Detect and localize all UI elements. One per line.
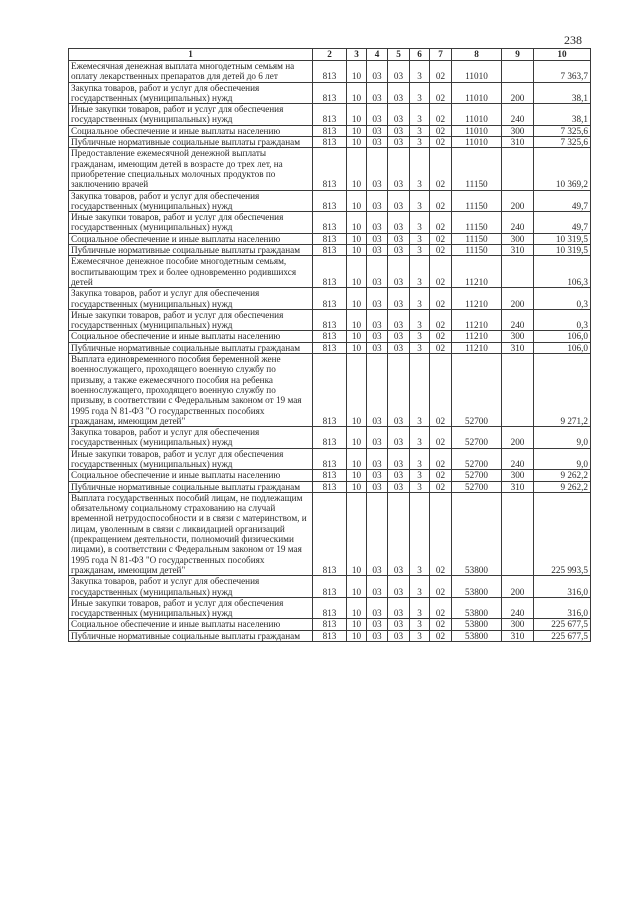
section-code: 10: [347, 492, 367, 575]
direction-code: 11210: [452, 309, 502, 331]
section-code: 10: [347, 256, 367, 288]
section-code: 10: [347, 245, 367, 256]
main-event-code: 02: [430, 630, 452, 641]
program-code: 03: [388, 148, 410, 190]
grbs-code: 813: [313, 481, 347, 492]
row-amount: 106,0: [534, 331, 591, 342]
direction-code: 11150: [452, 190, 502, 212]
section-code: 10: [347, 448, 367, 470]
section-code: 10: [347, 104, 367, 126]
row-amount: 9 262,2: [534, 481, 591, 492]
section-code: 10: [347, 212, 367, 234]
subprogram-code: 3: [410, 331, 430, 342]
expense-type-code: 310: [502, 481, 534, 492]
program-code: 03: [388, 427, 410, 449]
program-code: 03: [388, 492, 410, 575]
row-name: Публичные нормативные социальные выплаты гражданам: [69, 245, 313, 256]
row-amount: 106,3: [534, 256, 591, 288]
direction-code: 11010: [452, 137, 502, 148]
expense-type-code: 310: [502, 630, 534, 641]
program-code: 03: [388, 597, 410, 619]
header-cell: 6: [410, 49, 430, 61]
grbs-code: 813: [313, 576, 347, 598]
program-code: 03: [388, 331, 410, 342]
subsection-code: 03: [367, 82, 388, 104]
header-cell: 8: [452, 49, 502, 61]
program-code: 03: [388, 245, 410, 256]
subprogram-code: 3: [410, 576, 430, 598]
header-cell: 10: [534, 49, 591, 61]
row-name: Выплата единовременного пособия беременной жене военнослужащего, проходящего военную службу по призыву, а также ежемесячного пособия на ребенка военнослужащего, проходящего военную службу по призыву, в соответствии с Федеральным законом от 19 мая 1995 года N 81-ФЗ "О государственных пособиях гражданам, имеющим детей": [69, 354, 313, 427]
main-event-code: 02: [430, 82, 452, 104]
subprogram-code: 3: [410, 61, 430, 83]
subsection-code: 03: [367, 481, 388, 492]
direction-code: 11010: [452, 61, 502, 83]
row-amount: 38,1: [534, 82, 591, 104]
main-event-code: 02: [430, 212, 452, 234]
direction-code: 11210: [452, 331, 502, 342]
main-event-code: 02: [430, 597, 452, 619]
subsection-code: 03: [367, 125, 388, 136]
grbs-code: 813: [313, 597, 347, 619]
main-event-code: 02: [430, 190, 452, 212]
row-name: Иные закупки товаров, работ и услуг для обеспечения государственных (муниципальных) нужд: [69, 104, 313, 126]
row-amount: 38,1: [534, 104, 591, 126]
subprogram-code: 3: [410, 212, 430, 234]
section-code: 10: [347, 190, 367, 212]
row-amount: 225 677,5: [534, 619, 591, 630]
subprogram-code: 3: [410, 448, 430, 470]
direction-code: 52700: [452, 470, 502, 481]
subsection-code: 03: [367, 470, 388, 481]
row-amount: 7 325,6: [534, 137, 591, 148]
section-code: 10: [347, 597, 367, 619]
program-code: 03: [388, 481, 410, 492]
subsection-code: 03: [367, 492, 388, 575]
main-event-code: 02: [430, 427, 452, 449]
page-number: 238: [564, 33, 582, 47]
row-name: Ежемесячное денежное пособие многодетным семьям, воспитывающим трех и более одновременно родившихся детей: [69, 256, 313, 288]
main-event-code: 02: [430, 288, 452, 310]
subsection-code: 03: [367, 148, 388, 190]
subprogram-code: 3: [410, 342, 430, 353]
program-code: 03: [388, 61, 410, 83]
row-name: Ежемесячная денежная выплата многодетным семьям на оплату лекарственных препаратов для детей до 6 лет: [69, 61, 313, 83]
row-amount: 225 993,5: [534, 492, 591, 575]
program-code: 03: [388, 256, 410, 288]
header-cell: 5: [388, 49, 410, 61]
subsection-code: 03: [367, 104, 388, 126]
section-code: 10: [347, 481, 367, 492]
section-code: 10: [347, 470, 367, 481]
section-code: 10: [347, 233, 367, 244]
table-row: [69, 619, 591, 630]
row-amount: 9,0: [534, 427, 591, 449]
main-event-code: 02: [430, 470, 452, 481]
program-code: 03: [388, 190, 410, 212]
subprogram-code: 3: [410, 233, 430, 244]
subsection-code: 03: [367, 309, 388, 331]
header-cell: 7: [430, 49, 452, 61]
table-row: [69, 148, 591, 190]
main-event-code: 02: [430, 148, 452, 190]
grbs-code: 813: [313, 448, 347, 470]
grbs-code: 813: [313, 492, 347, 575]
grbs-code: 813: [313, 212, 347, 234]
program-code: 03: [388, 212, 410, 234]
table-row: [69, 137, 591, 148]
expense-type-code: [502, 354, 534, 427]
expense-type-code: 300: [502, 619, 534, 630]
section-code: 10: [347, 82, 367, 104]
direction-code: 53800: [452, 492, 502, 575]
subprogram-code: 3: [410, 470, 430, 481]
grbs-code: 813: [313, 427, 347, 449]
expense-type-code: 240: [502, 212, 534, 234]
row-name: Публичные нормативные социальные выплаты гражданам: [69, 342, 313, 353]
program-code: 03: [388, 354, 410, 427]
direction-code: 11010: [452, 125, 502, 136]
table-row: [69, 190, 591, 212]
expense-type-code: 240: [502, 104, 534, 126]
direction-code: 53800: [452, 630, 502, 641]
row-name: Предоставление ежемесячной денежной выплаты гражданам, имеющим детей в возрасте до трех лет, на приобретение специальных молочных продуктов по заключению врачей: [69, 148, 313, 190]
row-amount: 7 325,6: [534, 125, 591, 136]
table-row: [69, 245, 591, 256]
grbs-code: 813: [313, 354, 347, 427]
main-event-code: 02: [430, 481, 452, 492]
grbs-code: 813: [313, 288, 347, 310]
subprogram-code: 3: [410, 82, 430, 104]
subprogram-code: 3: [410, 256, 430, 288]
subprogram-code: 3: [410, 137, 430, 148]
expense-type-code: 300: [502, 125, 534, 136]
program-code: 03: [388, 342, 410, 353]
subprogram-code: 3: [410, 354, 430, 427]
subprogram-code: 3: [410, 288, 430, 310]
row-name: Иные закупки товаров, работ и услуг для обеспечения государственных (муниципальных) нужд: [69, 212, 313, 234]
main-event-code: 02: [430, 137, 452, 148]
section-code: 10: [347, 331, 367, 342]
program-code: 03: [388, 630, 410, 641]
table-row: [69, 256, 591, 288]
table-header-row: [69, 49, 591, 61]
row-amount: 49,7: [534, 190, 591, 212]
direction-code: 11150: [452, 212, 502, 234]
table-row: [69, 576, 591, 598]
subprogram-code: 3: [410, 245, 430, 256]
subprogram-code: 3: [410, 309, 430, 331]
subprogram-code: 3: [410, 597, 430, 619]
row-name: Иные закупки товаров, работ и услуг для обеспечения государственных (муниципальных) нужд: [69, 597, 313, 619]
program-code: 03: [388, 288, 410, 310]
expense-type-code: 300: [502, 233, 534, 244]
row-name: Закупка товаров, работ и услуг для обеспечения государственных (муниципальных) нужд: [69, 576, 313, 598]
row-amount: 0,3: [534, 288, 591, 310]
expense-type-code: 310: [502, 245, 534, 256]
program-code: 03: [388, 576, 410, 598]
main-event-code: 02: [430, 342, 452, 353]
table-row: [69, 470, 591, 481]
grbs-code: 813: [313, 245, 347, 256]
subprogram-code: 3: [410, 427, 430, 449]
direction-code: 52700: [452, 354, 502, 427]
table-row: [69, 233, 591, 244]
expense-type-code: 200: [502, 576, 534, 598]
row-name: Социальное обеспечение и иные выплаты населению: [69, 233, 313, 244]
subprogram-code: 3: [410, 492, 430, 575]
row-name: Публичные нормативные социальные выплаты гражданам: [69, 481, 313, 492]
table-row: [69, 212, 591, 234]
main-event-code: 02: [430, 448, 452, 470]
grbs-code: 813: [313, 148, 347, 190]
main-event-code: 02: [430, 125, 452, 136]
program-code: 03: [388, 619, 410, 630]
expense-type-code: 240: [502, 309, 534, 331]
table-row: [69, 288, 591, 310]
grbs-code: 813: [313, 190, 347, 212]
subsection-code: 03: [367, 61, 388, 83]
row-name: Закупка товаров, работ и услуг для обеспечения государственных (муниципальных) нужд: [69, 190, 313, 212]
grbs-code: 813: [313, 331, 347, 342]
subsection-code: 03: [367, 427, 388, 449]
direction-code: 52700: [452, 481, 502, 492]
table-row: [69, 481, 591, 492]
subsection-code: 03: [367, 630, 388, 641]
header-cell: 4: [367, 49, 388, 61]
program-code: 03: [388, 448, 410, 470]
main-event-code: 02: [430, 233, 452, 244]
main-event-code: 02: [430, 331, 452, 342]
subsection-code: 03: [367, 619, 388, 630]
grbs-code: 813: [313, 61, 347, 83]
table-row: [69, 82, 591, 104]
table-row: [69, 61, 591, 83]
expense-type-code: 200: [502, 190, 534, 212]
main-event-code: 02: [430, 256, 452, 288]
row-name: Закупка товаров, работ и услуг для обеспечения государственных (муниципальных) нужд: [69, 82, 313, 104]
expense-type-code: [502, 256, 534, 288]
subprogram-code: 3: [410, 630, 430, 641]
row-name: Социальное обеспечение и иные выплаты населению: [69, 331, 313, 342]
section-code: 10: [347, 148, 367, 190]
row-name: Иные закупки товаров, работ и услуг для обеспечения государственных (муниципальных) нужд: [69, 448, 313, 470]
program-code: 03: [388, 137, 410, 148]
direction-code: 52700: [452, 448, 502, 470]
subsection-code: 03: [367, 354, 388, 427]
table-body: [69, 61, 591, 642]
subsection-code: 03: [367, 331, 388, 342]
expense-type-code: [502, 492, 534, 575]
table-row: [69, 309, 591, 331]
grbs-code: 813: [313, 137, 347, 148]
direction-code: 11010: [452, 104, 502, 126]
direction-code: 53800: [452, 619, 502, 630]
direction-code: 11150: [452, 233, 502, 244]
direction-code: 11150: [452, 148, 502, 190]
subsection-code: 03: [367, 342, 388, 353]
table-row: [69, 104, 591, 126]
section-code: 10: [347, 619, 367, 630]
main-event-code: 02: [430, 576, 452, 598]
row-name: Закупка товаров, работ и услуг для обеспечения государственных (муниципальных) нужд: [69, 288, 313, 310]
section-code: 10: [347, 125, 367, 136]
table-row: [69, 342, 591, 353]
main-event-code: 02: [430, 61, 452, 83]
subsection-code: 03: [367, 212, 388, 234]
direction-code: 11210: [452, 288, 502, 310]
row-amount: 9,0: [534, 448, 591, 470]
row-amount: 10 319,5: [534, 245, 591, 256]
main-event-code: 02: [430, 104, 452, 126]
row-amount: 0,3: [534, 309, 591, 331]
grbs-code: 813: [313, 82, 347, 104]
table-row: [69, 597, 591, 619]
section-code: 10: [347, 61, 367, 83]
program-code: 03: [388, 309, 410, 331]
table-row: [69, 448, 591, 470]
subprogram-code: 3: [410, 190, 430, 212]
table-row: [69, 492, 591, 575]
grbs-code: 813: [313, 104, 347, 126]
table-row: [69, 125, 591, 136]
section-code: 10: [347, 137, 367, 148]
section-code: 10: [347, 354, 367, 427]
row-name: Выплата государственных пособий лицам, не подлежащим обязательному социальному страхованию на случай временной нетрудоспособности и в связи с материнством, и лицам, уволенным в связи с ликвидацией организаций (прекращением деятельности, полномочий физическими лицами), в соответствии с Федеральным законом от 19 мая 1995 года N 81-ФЗ "О государственных пособиях гражданам, имеющим детей": [69, 492, 313, 575]
main-event-code: 02: [430, 492, 452, 575]
expense-type-code: [502, 61, 534, 83]
grbs-code: 813: [313, 125, 347, 136]
subsection-code: 03: [367, 245, 388, 256]
grbs-code: 813: [313, 309, 347, 331]
expense-type-code: 300: [502, 331, 534, 342]
row-amount: 106,0: [534, 342, 591, 353]
row-amount: 316,0: [534, 597, 591, 619]
grbs-code: 813: [313, 470, 347, 481]
header-cell: 1: [69, 49, 313, 61]
row-amount: 9 271,2: [534, 354, 591, 427]
subsection-code: 03: [367, 190, 388, 212]
section-code: 10: [347, 309, 367, 331]
expense-type-code: 310: [502, 137, 534, 148]
subprogram-code: 3: [410, 125, 430, 136]
subprogram-code: 3: [410, 148, 430, 190]
expense-type-code: 200: [502, 82, 534, 104]
direction-code: 11210: [452, 342, 502, 353]
expense-type-code: 240: [502, 597, 534, 619]
expense-type-code: 300: [502, 470, 534, 481]
grbs-code: 813: [313, 233, 347, 244]
header-cell: 3: [347, 49, 367, 61]
row-name: Закупка товаров, работ и услуг для обеспечения государственных (муниципальных) нужд: [69, 427, 313, 449]
section-code: 10: [347, 576, 367, 598]
section-code: 10: [347, 630, 367, 641]
subsection-code: 03: [367, 233, 388, 244]
subsection-code: 03: [367, 256, 388, 288]
header-cell: 9: [502, 49, 534, 61]
program-code: 03: [388, 104, 410, 126]
subsection-code: 03: [367, 576, 388, 598]
grbs-code: 813: [313, 630, 347, 641]
direction-code: 53800: [452, 597, 502, 619]
subsection-code: 03: [367, 288, 388, 310]
section-code: 10: [347, 342, 367, 353]
row-amount: 316,0: [534, 576, 591, 598]
subsection-code: 03: [367, 597, 388, 619]
program-code: 03: [388, 82, 410, 104]
program-code: 03: [388, 125, 410, 136]
row-name: Социальное обеспечение и иные выплаты населению: [69, 619, 313, 630]
table-row: [69, 630, 591, 641]
subsection-code: 03: [367, 137, 388, 148]
subsection-code: 03: [367, 448, 388, 470]
direction-code: 11210: [452, 256, 502, 288]
program-code: 03: [388, 233, 410, 244]
direction-code: 53800: [452, 576, 502, 598]
expense-type-code: 200: [502, 288, 534, 310]
row-name: Социальное обеспечение и иные выплаты населению: [69, 125, 313, 136]
row-name: Публичные нормативные социальные выплаты гражданам: [69, 630, 313, 641]
row-name: Иные закупки товаров, работ и услуг для обеспечения государственных (муниципальных) нужд: [69, 309, 313, 331]
budget-table: [68, 48, 591, 642]
subprogram-code: 3: [410, 481, 430, 492]
header-cell: 2: [313, 49, 347, 61]
row-amount: 225 677,5: [534, 630, 591, 641]
table-row: [69, 331, 591, 342]
main-event-code: 02: [430, 354, 452, 427]
main-event-code: 02: [430, 245, 452, 256]
subprogram-code: 3: [410, 619, 430, 630]
expense-type-code: 310: [502, 342, 534, 353]
row-amount: 49,7: [534, 212, 591, 234]
row-amount: 10 319,5: [534, 233, 591, 244]
main-event-code: 02: [430, 309, 452, 331]
expense-type-code: 200: [502, 427, 534, 449]
table-row: [69, 427, 591, 449]
direction-code: 52700: [452, 427, 502, 449]
row-amount: 7 363,7: [534, 61, 591, 83]
grbs-code: 813: [313, 342, 347, 353]
row-amount: 9 262,2: [534, 470, 591, 481]
expense-type-code: 240: [502, 448, 534, 470]
row-amount: 10 369,2: [534, 148, 591, 190]
subprogram-code: 3: [410, 104, 430, 126]
direction-code: 11150: [452, 245, 502, 256]
main-event-code: 02: [430, 619, 452, 630]
section-code: 10: [347, 427, 367, 449]
row-name: Социальное обеспечение и иные выплаты населению: [69, 470, 313, 481]
grbs-code: 813: [313, 619, 347, 630]
grbs-code: 813: [313, 256, 347, 288]
row-name: Публичные нормативные социальные выплаты гражданам: [69, 137, 313, 148]
expense-type-code: [502, 148, 534, 190]
section-code: 10: [347, 288, 367, 310]
direction-code: 11010: [452, 82, 502, 104]
program-code: 03: [388, 470, 410, 481]
table-row: [69, 354, 591, 427]
